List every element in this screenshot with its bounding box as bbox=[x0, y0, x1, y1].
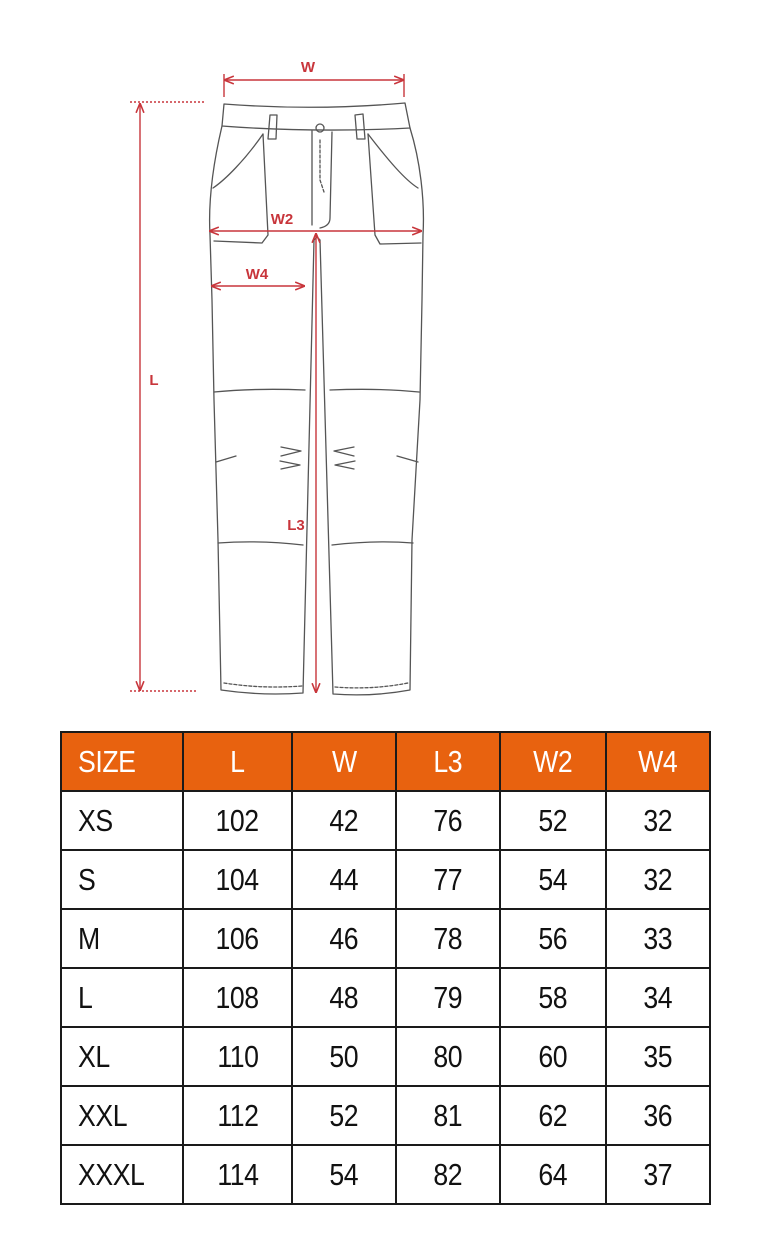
measurement-cell: 82 bbox=[396, 1145, 500, 1204]
label-l3: L3 bbox=[287, 517, 305, 534]
measurement-cell: 102 bbox=[183, 791, 292, 850]
table-row bbox=[61, 1027, 710, 1086]
column-header-w: W bbox=[292, 732, 396, 791]
measurement-cell: 42 bbox=[292, 791, 396, 850]
table-row bbox=[61, 1145, 710, 1204]
measurement-cell: 62 bbox=[500, 1086, 606, 1145]
size-cell: XS bbox=[61, 791, 183, 850]
measurement-cell: 33 bbox=[606, 909, 710, 968]
measurement-cell: 56 bbox=[500, 909, 606, 968]
measurement-cell: 48 bbox=[292, 968, 396, 1027]
measurement-cell: 112 bbox=[183, 1086, 292, 1145]
measurement-cell: 35 bbox=[606, 1027, 710, 1086]
measurement-cell: 104 bbox=[183, 850, 292, 909]
table-row bbox=[61, 1086, 710, 1145]
size-cell: XL bbox=[61, 1027, 183, 1086]
label-w4: W4 bbox=[245, 266, 269, 283]
table-row bbox=[61, 968, 710, 1027]
measurement-cell: 54 bbox=[292, 1145, 396, 1204]
table-header-row bbox=[61, 732, 710, 791]
measurement-cell: 36 bbox=[606, 1086, 710, 1145]
label-l: L bbox=[149, 372, 159, 389]
measurement-cell: 64 bbox=[500, 1145, 606, 1204]
table-row bbox=[61, 791, 710, 850]
measurement-cell: 76 bbox=[396, 791, 500, 850]
label-w: W bbox=[300, 59, 316, 76]
measurement-cell: 54 bbox=[500, 850, 606, 909]
measurement-cell: 32 bbox=[606, 791, 710, 850]
column-header-l3: L3 bbox=[396, 732, 500, 791]
table-row bbox=[61, 850, 710, 909]
label-w2: W2 bbox=[270, 211, 294, 228]
measurement-cell: 34 bbox=[606, 968, 710, 1027]
size-cell: M bbox=[61, 909, 183, 968]
measurement-cell: 52 bbox=[292, 1086, 396, 1145]
table-row bbox=[61, 909, 710, 968]
measurement-cell: 46 bbox=[292, 909, 396, 968]
measurement-cell: 80 bbox=[396, 1027, 500, 1086]
measurement-cell: 106 bbox=[183, 909, 292, 968]
size-chart-table bbox=[60, 731, 711, 1205]
measurement-cell: 78 bbox=[396, 909, 500, 968]
size-cell: L bbox=[61, 968, 183, 1027]
column-header-l: L bbox=[183, 732, 292, 791]
measurement-cell: 44 bbox=[292, 850, 396, 909]
column-header-w2: W2 bbox=[500, 732, 606, 791]
size-cell: XXL bbox=[61, 1086, 183, 1145]
size-cell: XXXL bbox=[61, 1145, 183, 1204]
measurement-cell: 60 bbox=[500, 1027, 606, 1086]
measurement-cell: 79 bbox=[396, 968, 500, 1027]
column-header-w4: W4 bbox=[606, 732, 710, 791]
measurement-cell: 81 bbox=[396, 1086, 500, 1145]
measurement-cell: 114 bbox=[183, 1145, 292, 1204]
size-cell: S bbox=[61, 850, 183, 909]
measurement-cell: 37 bbox=[606, 1145, 710, 1204]
measurement-cell: 77 bbox=[396, 850, 500, 909]
table-body bbox=[61, 791, 710, 1204]
measurement-cell: 108 bbox=[183, 968, 292, 1027]
measurement-cell: 32 bbox=[606, 850, 710, 909]
measurement-cell: 50 bbox=[292, 1027, 396, 1086]
measurement-cell: 110 bbox=[183, 1027, 292, 1086]
column-header-size: SIZE bbox=[61, 732, 183, 791]
measurement-cell: 52 bbox=[500, 791, 606, 850]
measurement-cell: 58 bbox=[500, 968, 606, 1027]
